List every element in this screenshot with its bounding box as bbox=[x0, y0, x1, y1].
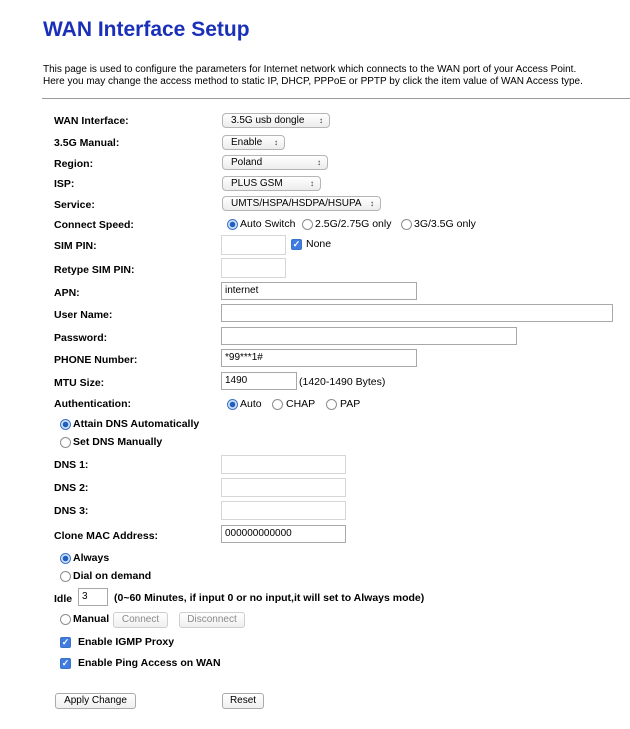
retype-sim-pin-label: Retype SIM PIN: bbox=[54, 264, 135, 276]
service-label: Service: bbox=[54, 199, 95, 211]
user-name-input[interactable] bbox=[221, 304, 613, 322]
auth-pap-label: PAP bbox=[340, 398, 361, 410]
connect-speed-auto-radio[interactable] bbox=[227, 219, 238, 230]
clone-mac-input[interactable]: 000000000000 bbox=[221, 525, 346, 543]
updown-arrow-icon: ↕ bbox=[310, 179, 314, 188]
apn-label: APN: bbox=[54, 287, 80, 299]
apply-change-button[interactable]: Apply Change bbox=[55, 693, 136, 709]
region-label: Region: bbox=[54, 158, 94, 170]
ping-access-label: Enable Ping Access on WAN bbox=[78, 657, 221, 669]
clone-mac-label: Clone MAC Address: bbox=[54, 530, 159, 542]
auth-auto-radio[interactable] bbox=[227, 399, 238, 410]
dns-manual-radio[interactable] bbox=[60, 437, 71, 448]
auth-chap-label: CHAP bbox=[286, 398, 316, 410]
user-name-label: User Name: bbox=[54, 309, 113, 321]
auth-pap-radio[interactable] bbox=[326, 399, 337, 410]
password-input[interactable] bbox=[221, 327, 517, 345]
dns-auto-radio[interactable] bbox=[60, 419, 71, 430]
mtu-size-hint: (1420-1490 Bytes) bbox=[299, 376, 386, 388]
dial-manual-label: Manual bbox=[73, 613, 110, 625]
page-title: WAN Interface Setup bbox=[43, 18, 250, 41]
idle-label: Idle bbox=[54, 593, 73, 605]
wan-interface-value: 3.5G usb dongle bbox=[231, 115, 305, 126]
dial-on-demand-radio[interactable] bbox=[60, 571, 71, 582]
mtu-size-input[interactable]: 1490 bbox=[221, 372, 297, 390]
idle-input[interactable]: 3 bbox=[78, 588, 108, 606]
sim-pin-none-checkbox[interactable]: ✓ bbox=[292, 239, 301, 249]
dns1-input[interactable] bbox=[221, 455, 346, 474]
dial-on-demand-label: Dial on demand bbox=[73, 570, 152, 582]
isp-value: PLUS GSM bbox=[231, 178, 283, 189]
dns2-input[interactable] bbox=[221, 478, 346, 497]
isp-label: ISP: bbox=[54, 178, 75, 190]
dns-auto-label: Attain DNS Automatically bbox=[73, 418, 200, 430]
connect-speed-3g-label: 3G/3.5G only bbox=[414, 218, 476, 230]
updown-arrow-icon: ↕ bbox=[370, 199, 374, 208]
sim-pin-input[interactable] bbox=[221, 235, 286, 255]
updown-arrow-icon: ↕ bbox=[274, 138, 278, 147]
reset-button[interactable]: Reset bbox=[222, 693, 264, 709]
ping-access-checkbox[interactable]: ✓ bbox=[61, 658, 70, 668]
dns3-input[interactable] bbox=[221, 501, 346, 520]
connect-speed-25g-label: 2.5G/2.75G only bbox=[315, 218, 392, 230]
wan-interface-select[interactable] bbox=[222, 113, 330, 128]
mtu-size-label: MTU Size: bbox=[54, 377, 105, 389]
divider bbox=[42, 98, 630, 99]
connect-speed-auto-label: Auto Switch bbox=[240, 218, 296, 230]
dns3-label: DNS 3: bbox=[54, 505, 89, 517]
disconnect-button[interactable]: Disconnect bbox=[179, 612, 245, 628]
dial-always-label: Always bbox=[73, 552, 110, 564]
manual-35g-select[interactable] bbox=[222, 135, 285, 150]
connect-speed-25g-radio[interactable] bbox=[302, 219, 313, 230]
updown-arrow-icon: ↕ bbox=[317, 158, 321, 167]
retype-sim-pin-input[interactable] bbox=[221, 258, 286, 278]
auth-auto-label: Auto bbox=[240, 398, 262, 410]
auth-chap-radio[interactable] bbox=[272, 399, 283, 410]
idle-hint: (0~60 Minutes, if input 0 or no input,it will set to Always mode) bbox=[114, 592, 425, 604]
region-select[interactable] bbox=[222, 155, 328, 170]
dns-manual-label: Set DNS Manually bbox=[73, 436, 163, 448]
dial-always-radio[interactable] bbox=[60, 553, 71, 564]
updown-arrow-icon: ↕ bbox=[319, 116, 323, 125]
page-description-line1: This page is used to configure the parameters for Internet network which connects to the WAN port of your Access Point. bbox=[43, 64, 577, 75]
dns1-label: DNS 1: bbox=[54, 459, 89, 471]
apn-input[interactable]: internet bbox=[221, 282, 417, 300]
password-label: Password: bbox=[54, 332, 108, 344]
region-value: Poland bbox=[231, 157, 263, 168]
manual-35g-label: 3.5G Manual: bbox=[54, 137, 120, 149]
authentication-label: Authentication: bbox=[54, 398, 131, 410]
sim-pin-none-label: None bbox=[306, 238, 332, 250]
phone-number-input[interactable]: *99***1# bbox=[221, 349, 417, 367]
service-value: UMTS/HSPA/HSDPA/HSUPA bbox=[231, 198, 362, 209]
dial-manual-radio[interactable] bbox=[60, 614, 71, 625]
connect-button[interactable]: Connect bbox=[113, 612, 168, 628]
connect-speed-3g-radio[interactable] bbox=[401, 219, 412, 230]
isp-select[interactable] bbox=[222, 176, 321, 191]
igmp-proxy-label: Enable IGMP Proxy bbox=[78, 636, 175, 648]
service-select[interactable] bbox=[222, 196, 381, 211]
dns2-label: DNS 2: bbox=[54, 482, 89, 494]
page-description-line2: Here you may change the access method to static IP, DHCP, PPPoE or PPTP by click the item value of WAN Access type. bbox=[43, 76, 583, 87]
wan-interface-label: WAN Interface: bbox=[54, 115, 129, 127]
manual-35g-value: Enable bbox=[231, 137, 263, 148]
phone-number-label: PHONE Number: bbox=[54, 354, 138, 366]
sim-pin-label: SIM PIN: bbox=[54, 240, 97, 252]
connect-speed-label: Connect Speed: bbox=[54, 219, 134, 231]
igmp-proxy-checkbox[interactable]: ✓ bbox=[61, 637, 70, 647]
